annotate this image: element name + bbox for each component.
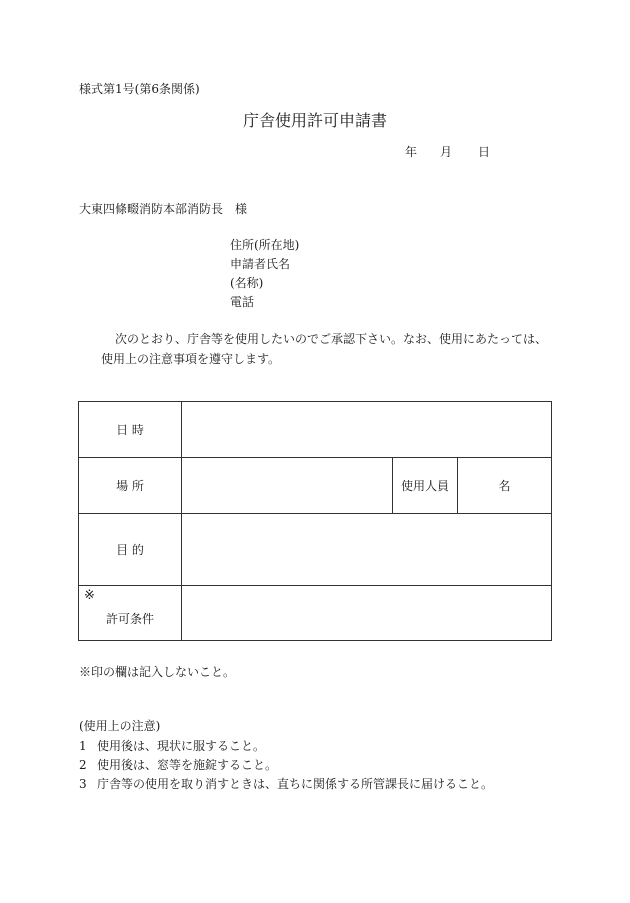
table-row-purpose bbox=[79, 514, 552, 586]
list-item bbox=[79, 756, 277, 773]
table-row-place bbox=[79, 458, 552, 514]
conditions-label: 許可条件 bbox=[105, 611, 154, 626]
conditions-label-cell bbox=[79, 586, 182, 641]
datetime-field[interactable] bbox=[182, 402, 552, 458]
form-number: 様式第1号(第6条関係) bbox=[79, 82, 200, 96]
date-year-label: 年 bbox=[405, 145, 418, 159]
applicant-address-label: 住所(所在地) bbox=[230, 238, 300, 252]
note-number: 1 bbox=[79, 739, 87, 753]
purpose-field[interactable] bbox=[182, 514, 552, 586]
date-month-label: 月 bbox=[440, 145, 453, 159]
document-title: 庁舎使用許可申請書 bbox=[242, 111, 387, 130]
applicant-org-name-label: (名称) bbox=[230, 276, 264, 290]
people-unit-label: 名 bbox=[498, 479, 511, 493]
list-item bbox=[79, 737, 265, 754]
table-row-conditions bbox=[79, 586, 552, 641]
purpose-label: 目 的 bbox=[79, 514, 182, 586]
date-day-label: 日 bbox=[478, 145, 491, 159]
table-row-datetime bbox=[79, 402, 552, 458]
list-item bbox=[79, 775, 493, 792]
note-text: 庁舎等の使用を取り消すときは、直ちに関係する所管課長に届けること。 bbox=[97, 777, 494, 791]
applicant-name-label: 申請者氏名 bbox=[230, 257, 291, 271]
people-count-field[interactable] bbox=[458, 458, 552, 514]
note-number: 2 bbox=[79, 758, 87, 772]
office-use-mark: ※ bbox=[84, 588, 95, 603]
office-use-note: ※印の欄は記入しないこと。 bbox=[79, 665, 236, 679]
applicant-phone-label: 電話 bbox=[230, 295, 255, 309]
people-count-label: 使用人員 bbox=[393, 458, 458, 514]
place-label: 場 所 bbox=[79, 458, 182, 514]
note-text: 使用後は、現状に服すること。 bbox=[97, 739, 266, 753]
place-field[interactable] bbox=[182, 458, 393, 514]
body-text-line-2: 使用上の注意事項を遵守します。 bbox=[101, 352, 281, 366]
datetime-label: 日 時 bbox=[79, 402, 182, 458]
note-number: 3 bbox=[79, 777, 87, 791]
body-text-line-1: 次のとおり、庁舎等を使用したいのでご承認下さい。なお、使用にあたっては、 bbox=[115, 332, 548, 346]
notes-title: (使用上の注意) bbox=[79, 719, 161, 733]
note-text: 使用後は、窓等を施錠すること。 bbox=[97, 758, 278, 772]
addressee: 大東四條畷消防本部消防長 様 bbox=[79, 202, 248, 216]
conditions-field bbox=[182, 586, 552, 641]
application-table bbox=[78, 401, 552, 641]
